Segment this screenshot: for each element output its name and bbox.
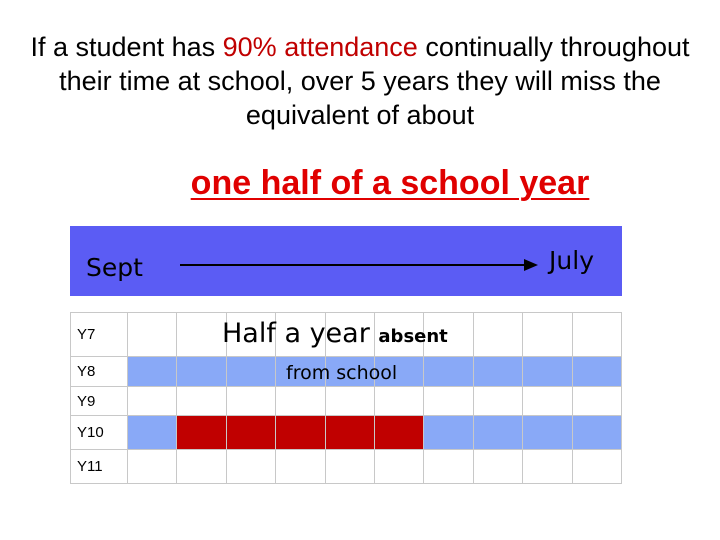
month-cell [128,313,177,357]
month-cell [177,449,226,483]
month-cell [424,415,473,449]
month-cell [424,357,473,387]
month-cell [226,449,275,483]
month-cell [572,357,621,387]
timeline-end-label: July [549,246,594,275]
month-cell [424,449,473,483]
month-cell [572,387,621,415]
month-cell [374,387,423,415]
year-label: Y8 [71,357,128,387]
absent-month-cell [177,415,226,449]
year-label: Y7 [71,313,128,357]
absent-month-cell [276,415,325,449]
absent-month-cell [226,415,275,449]
month-cell [325,387,374,415]
month-cell [276,387,325,415]
month-cell [177,387,226,415]
month-cell [523,313,572,357]
month-cell [128,387,177,415]
month-cell [128,415,177,449]
overlay-main-text: Half a year [222,318,370,349]
month-cell [128,449,177,483]
absent-month-cell [325,415,374,449]
overlay-line2: from school [286,362,398,384]
month-cell [177,357,226,387]
month-cell [523,415,572,449]
month-cell [177,313,226,357]
table-row [71,415,622,449]
month-cell [276,449,325,483]
subheadline: one half of a school year [190,164,590,202]
year-label: Y9 [71,387,128,415]
month-cell [473,313,522,357]
timeline-start-label: Sept [86,253,143,282]
month-cell [325,449,374,483]
month-cell [473,357,522,387]
year-label: Y10 [71,415,128,449]
month-cell [473,387,522,415]
month-cell [424,387,473,415]
month-cell [572,449,621,483]
month-cell [374,449,423,483]
year-label: Y11 [71,449,128,483]
month-cell [226,387,275,415]
month-cell [523,449,572,483]
timeline-arrow-icon [180,258,540,272]
headline-part2: continually throughout their time at school, over 5 years they will miss the equivalent of about [59,32,690,130]
month-cell [226,357,275,387]
headline [20,30,700,132]
month-cell [572,313,621,357]
month-cell [523,357,572,387]
month-cell [572,415,621,449]
table-row [71,387,622,415]
timeline-bar [70,226,622,296]
absent-month-cell [374,415,423,449]
month-cell [473,449,522,483]
overlay-line1 [222,312,448,356]
attendance-word: attendance [284,32,418,62]
overlay-absent-text: absent [378,326,448,347]
headline-part1: If a student has [30,32,223,62]
month-cell [473,415,522,449]
month-cell [128,357,177,387]
table-row [71,449,622,483]
attendance-percent: 90% [222,32,277,62]
month-cell [523,387,572,415]
